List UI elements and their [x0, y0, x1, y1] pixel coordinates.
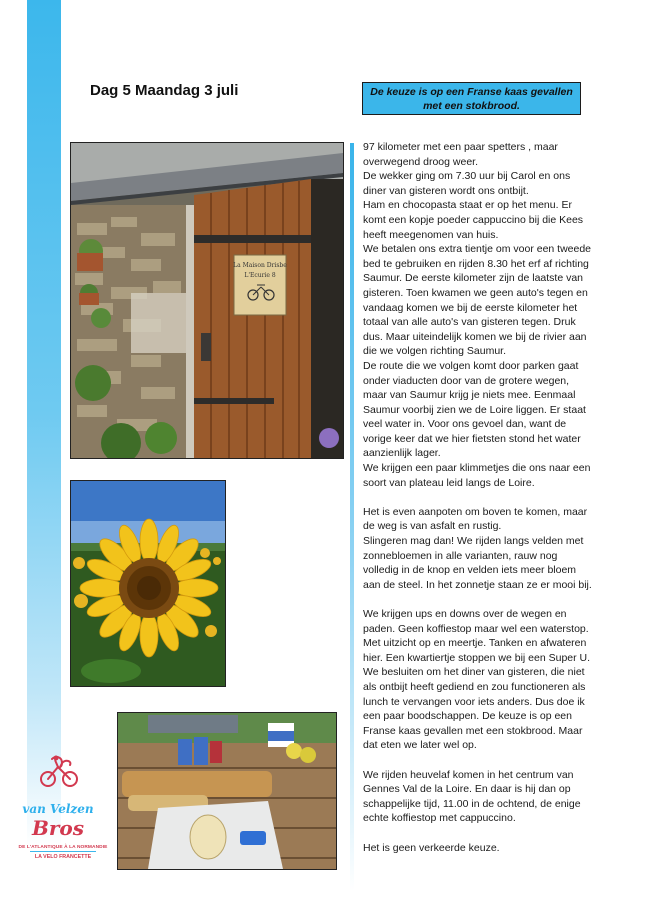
paragraph-3: We krijgen ups en downs over de wegen en paden. Geen koffiestop maar wel een waterstop. Met uitzicht op en meertje. Tanken en afwateren hier. Een kwartiertje stoppen we bij een Super U. We besluiten om het diner van gisteren, die niet als ontbijt heeft gediend en zou functioneren als lunch te vervangen voor iets anders. Dus doe ik een paar boodschappen. De keuze is op een Franse kaas gevallen met een stokbrood. Maar dat eten we later wel op. [363, 608, 591, 752]
logo-tagline [18, 845, 108, 860]
text-accent-bar [350, 143, 354, 891]
paragraph-2: Het is even aanpoten om boven te komen, maar de weg is van asfalt en rustig. Slingeren mag dan! We rijden langs velden met zonnebloemen in alle varianten, rauw nog volledig in de knop en velden iets meer bloem aan de steel. In het zonnetje staan ze er mooi bij. [363, 505, 592, 591]
paragraph-4: We rijden heuvelaf komen in het centrum van Gennes Val de la Loire. En daar is hij dan op schappelijke tijd, 11.00 in de ochtend, de enige echte koffiestop met cappuccino. [363, 768, 581, 825]
paragraph-5: Het is geen verkeerde keuze. [363, 841, 500, 854]
paragraph-1: 97 kilometer met een paar spetters , maar overwegend droog weer. De wekker ging om 7.30 uur bij Carol en ons diner van gisteren wordt ons ontbijt. Ham en chocopasta staat er op het menu. Er komt een kopje poeder cappuccino bij die Kees heeft meegenomen van huis. We betalen ons extra tientje om voor een tweede bed te gebruiken en rijden 8.30 het erf af richting Saumur. De eerste kilometer zijn de laatste van gisteren. Toen kwamen we geen auto's tegen en vandaag komen we bij de eerste kilometer het totaal van alle auto's van gisteren tegen. Druk dus. Maar uiteindelijk komen we bij de rivier aan die we volgen richting Saumur. De route die we volgen komt door parken gaat onder viaducten door van de grotere wegen, maar van Saumur krijg je niets mee. Eenmaal Saumur voorbij zien we de Loire liggen. Er staat veel water in. Voor ons gevoel dan, want de vorige keer dat we hier fietsten stond het water aanzienlijk lager. We krijgen een paar klimmetjes die ons naar een soort van plateau leid langs de Loire. [363, 141, 592, 489]
page-title: Dag 5 Maandag 3 juli [90, 82, 239, 99]
logo-tagline-route: DE L'ATLANTIQUE À LA NORMANDIE [18, 845, 108, 850]
pull-quote-box [362, 82, 581, 115]
logo-tagline-name: LA VELO FRANCETTE [34, 854, 92, 860]
sunflower-photo [70, 480, 226, 687]
stable-door-photo [70, 142, 344, 459]
logo-name-line1: van Velzen [22, 802, 94, 816]
door-sign-line1: La Maison Drisbe [233, 262, 287, 269]
logo-name-line2: Bros [31, 816, 85, 840]
picnic-lunch-photo [117, 712, 337, 870]
door-sign-line2: L'Ecurie 8 [244, 272, 276, 279]
pull-quote-text: De keuze is op een Franse kaas gevallen met een stokbrood. [370, 86, 573, 112]
article-body [363, 140, 595, 870]
logo-divider [30, 851, 96, 852]
